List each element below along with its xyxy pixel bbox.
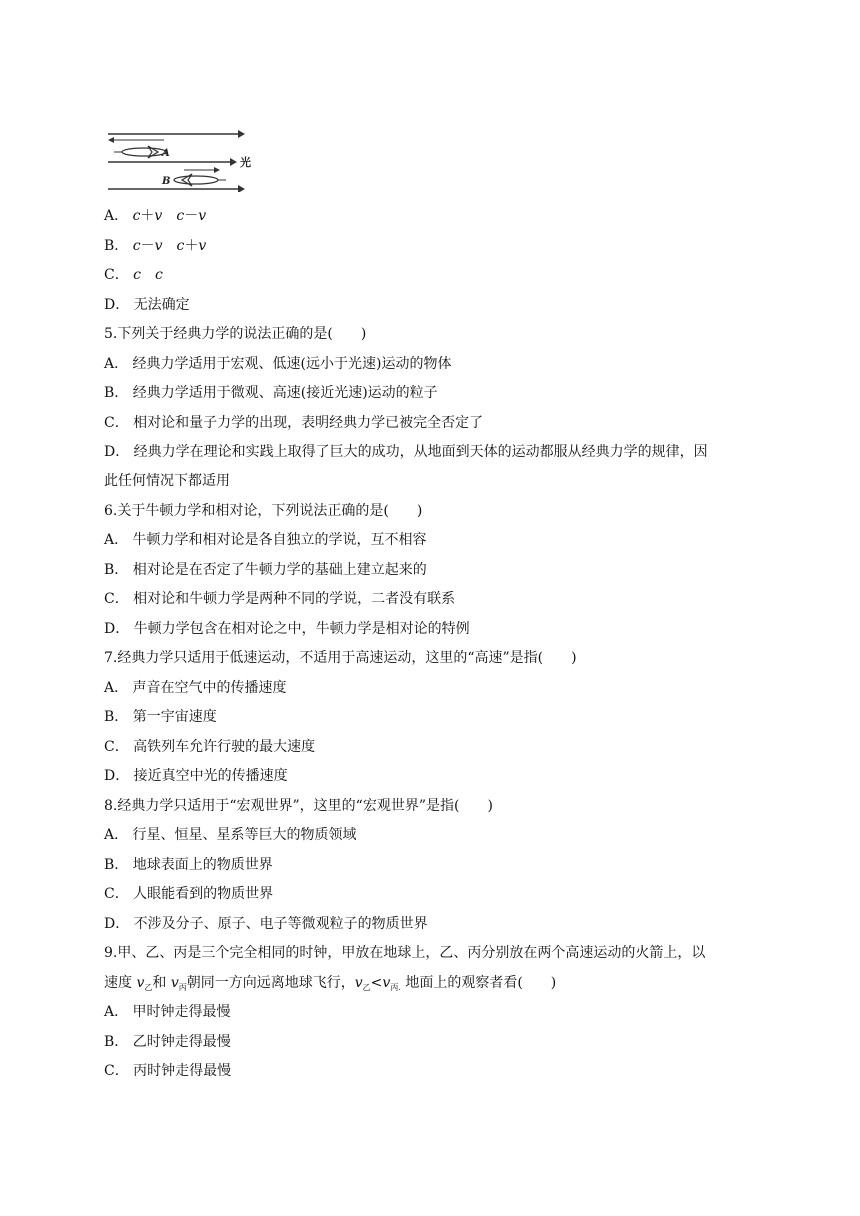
q5-option-d-line2: 此任何情况下都适用 [104, 473, 230, 489]
q8-option-b: B． 地球表面上的物质世界 [104, 857, 273, 873]
q6-option-d: D． 牛顿力学包含在相对论之中，牛顿力学是相对论的特例 [104, 621, 470, 637]
rocket-b [174, 174, 226, 186]
q4-option-d: D． 无法确定 [104, 297, 190, 313]
q8-option-a: A． 行星、恒星、星系等巨大的物质领域 [104, 827, 357, 843]
q5-option-c: C． 相对论和量子力学的出现，表明经典力学已被完全否定了 [104, 415, 484, 431]
q9-stem-line1: 9.甲、乙、丙是三个完全相同的时钟，甲放在地球上，乙、丙分别放在两个高速运动的火箭上，以 [104, 945, 706, 961]
q7-option-d: D． 接近真空中光的传播速度 [104, 768, 288, 784]
q6-option-b: B． 相对论是在否定了牛顿力学的基础上建立起来的 [104, 562, 427, 578]
q7-option-c: C． 高铁列车允许行驶的最大速度 [104, 739, 316, 755]
q4-option-b: B． c－v c＋v [104, 238, 207, 254]
rocket-b-label: B [162, 176, 171, 187]
q7-option-a: A． 声音在空气中的传播速度 [104, 680, 287, 696]
q9-option-a: A． 甲时钟走得最慢 [104, 1004, 231, 1020]
q7-option-b: B． 第一宇宙速度 [104, 709, 217, 725]
light-label: 光 [240, 156, 251, 169]
q6-stem: 6.关于牛顿力学和相对论，下列说法正确的是( ) [104, 503, 423, 519]
rockets-light-figure [104, 126, 264, 192]
q7-stem: 7.经典力学只适用于低速运动，不适用于高速运动，这里的“高速”是指( ) [104, 650, 577, 666]
q6-option-c: C． 相对论和牛顿力学是两种不同的学说，二者没有联系 [104, 591, 456, 607]
q5-option-b: B． 经典力学适用于微观、高速(接近光速)运动的粒子 [104, 385, 438, 401]
rocket-a [114, 146, 166, 158]
q5-option-d-line1: D． 经典力学在理论和实践上取得了巨大的成功，从地面到天体的运动都服从经典力学的规律，因 [104, 444, 708, 460]
q9-option-b: B． 乙时钟走得最慢 [104, 1034, 231, 1050]
q8-option-d: D． 不涉及分子、原子、电子等微观粒子的物质世界 [104, 916, 428, 932]
q8-option-c: C． 人眼能看到的物质世界 [104, 886, 274, 902]
rocket-a-label: A [162, 148, 170, 159]
q6-option-a: A． 牛顿力学和相对论是各自独立的学说，互不相容 [104, 532, 427, 548]
q5-option-a: A． 经典力学适用于宏观、低速(远小于光速)运动的物体 [104, 356, 452, 372]
q4-option-c: C． c c [104, 267, 163, 283]
q5-stem: 5.下列关于经典力学的说法正确的是( ) [104, 326, 367, 342]
q4-option-a: A． c＋v c－v [104, 208, 207, 224]
q9-stem-line2: 速度 $v_乙$和 $v_丙$朝同一方向远离地球飞行，$v_乙<v_{丙.}$ 地面上的观察者看( ) [104, 975, 557, 992]
q8-stem: 8.经典力学只适用于“宏观世界”，这里的“宏观世界”是指( ) [104, 798, 493, 814]
q9-option-c: C． 丙时钟走得最慢 [104, 1063, 232, 1079]
